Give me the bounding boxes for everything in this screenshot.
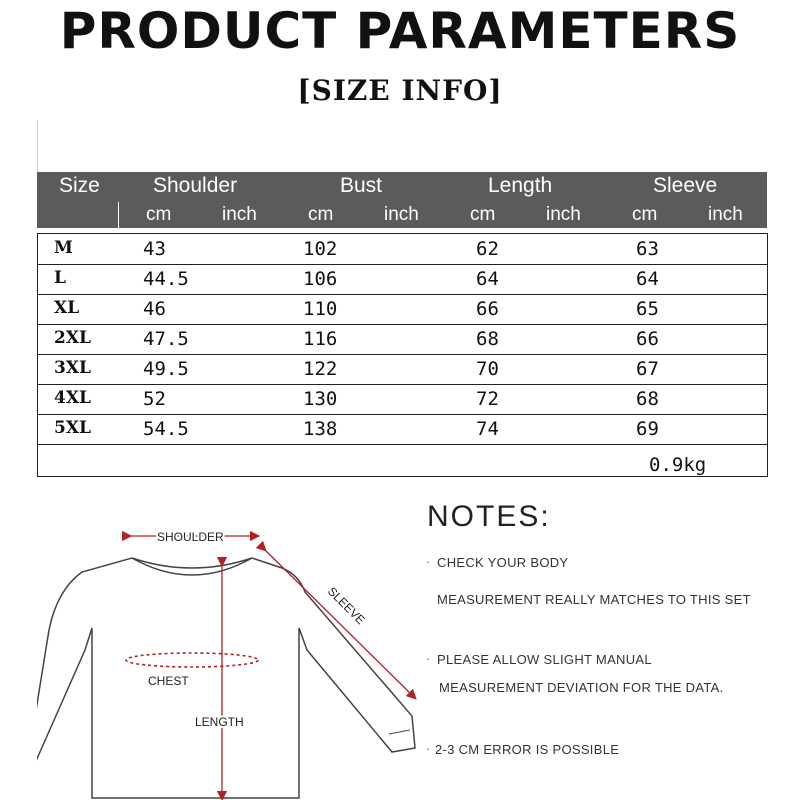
size-cell: 2XL: [54, 328, 91, 348]
sleeve-arrow: [263, 548, 413, 696]
length-label: LENGTH: [195, 715, 244, 729]
table-row: [38, 264, 767, 295]
bust-cell: 138: [303, 418, 338, 440]
shirt-outline: [37, 558, 415, 798]
size-cell: M: [54, 238, 73, 258]
table-row: [38, 324, 767, 355]
bust-cell: 102: [303, 238, 338, 260]
column-header-bust: Bust: [340, 174, 383, 197]
column-header-shoulder: Shoulder: [153, 174, 238, 197]
column-header-sleeve: Sleeve: [653, 174, 718, 197]
bust-cell: 122: [303, 358, 338, 380]
sleeve-cell: 68: [636, 388, 659, 410]
notes-title: NOTES:: [427, 500, 551, 533]
unit-label: inch: [708, 204, 743, 225]
note-line: 2-3 CM ERROR IS POSSIBLE: [435, 742, 620, 757]
table-row: [38, 354, 767, 385]
size-cell: 3XL: [54, 358, 91, 378]
length-cell: 70: [476, 358, 499, 380]
note-line: MEASUREMENT REALLY MATCHES TO THIS SET: [437, 592, 751, 607]
table-row: [38, 294, 767, 325]
bust-cell: 130: [303, 388, 338, 410]
shoulder-cell: 49.5: [143, 358, 189, 380]
column-header-length: Length: [488, 174, 553, 197]
sleeve-cell: 67: [636, 358, 659, 380]
shoulder-cell: 52: [143, 388, 166, 410]
shirt-collar: [132, 558, 252, 575]
unit-label: cm: [470, 204, 496, 225]
unit-label: cm: [146, 204, 172, 225]
sleeve-cell: 63: [636, 238, 659, 260]
table-header-row: [37, 172, 767, 202]
bust-cell: 116: [303, 328, 338, 350]
length-cell: 72: [476, 388, 499, 410]
table-row: [38, 234, 767, 265]
shoulder-cell: 43: [143, 238, 166, 260]
shirt-measurement-diagram: [37, 520, 417, 800]
sleeve-cell: 64: [636, 268, 659, 290]
sleeve-label: SLEEVE: [324, 584, 368, 628]
length-cell: 66: [476, 298, 499, 320]
length-cell: 74: [476, 418, 499, 440]
note-line: MEASUREMENT DEVIATION FOR THE DATA.: [439, 680, 724, 695]
size-table: [37, 233, 768, 477]
chest-label: CHEST: [148, 674, 189, 688]
bust-cell: 110: [303, 298, 338, 320]
sleeve-cell: 69: [636, 418, 659, 440]
table-unit-row: [37, 202, 767, 228]
column-header-size: Size: [59, 174, 100, 197]
length-cell: 64: [476, 268, 499, 290]
note-bullet: ·: [426, 651, 431, 666]
unit-label: cm: [308, 204, 334, 225]
chest-measure-ellipse: [126, 653, 258, 667]
table-row: [38, 414, 767, 445]
note-bullet: ·: [426, 741, 431, 756]
divider: [37, 120, 38, 175]
unit-label: inch: [546, 204, 581, 225]
unit-label: inch: [384, 204, 419, 225]
shoulder-label: SHOULDER: [157, 530, 224, 544]
product-weight: 0.9kg: [649, 454, 707, 476]
size-cell: L: [54, 268, 66, 288]
size-cell: XL: [54, 298, 80, 318]
size-cell: 4XL: [54, 388, 91, 408]
shoulder-cell: 44.5: [143, 268, 189, 290]
unit-label: inch: [222, 204, 257, 225]
shoulder-cell: 46: [143, 298, 166, 320]
header-divider: [118, 202, 119, 228]
size-cell: 5XL: [54, 418, 91, 438]
shoulder-cell: 47.5: [143, 328, 189, 350]
page-title: PRODUCT PARAMETERS: [59, 2, 741, 60]
sleeve-cell: 66: [636, 328, 659, 350]
bust-cell: 106: [303, 268, 338, 290]
sleeve-cuff: [389, 730, 410, 734]
unit-label: cm: [632, 204, 658, 225]
page-subtitle: [SIZE INFO]: [297, 74, 503, 107]
note-bullet: ·: [426, 554, 431, 569]
note-line: PLEASE ALLOW SLIGHT MANUAL: [437, 652, 652, 667]
shoulder-cell: 54.5: [143, 418, 189, 440]
sleeve-cell: 65: [636, 298, 659, 320]
table-row: [38, 384, 767, 415]
note-line: CHECK YOUR BODY: [437, 555, 569, 570]
length-cell: 62: [476, 238, 499, 260]
length-cell: 68: [476, 328, 499, 350]
